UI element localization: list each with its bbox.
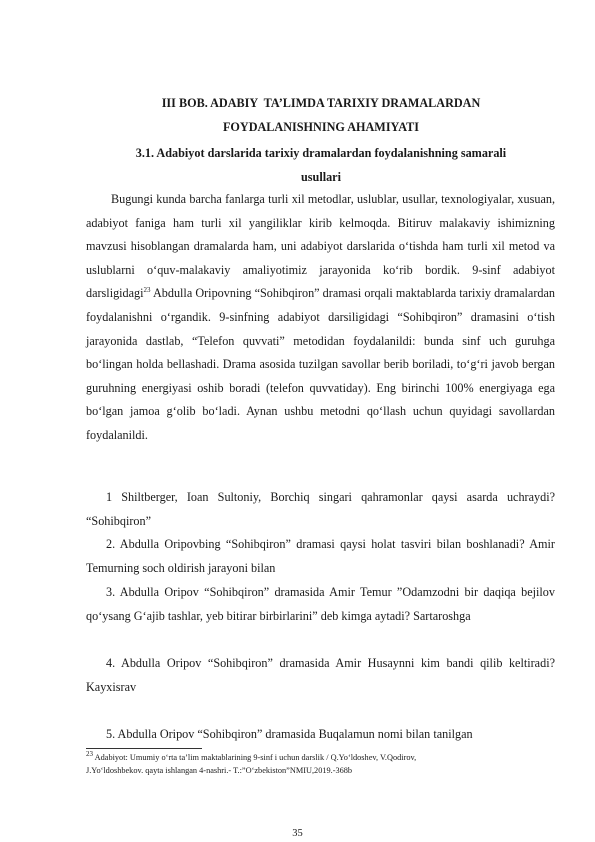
question-2: 2. Abdulla Oripovbing “Sohibqiron” dramasi qaysi holat tasviri bilan boshlanadi? Amir Temurning soch oldirish jarayoni bilan <box>86 537 555 575</box>
footnote-mark: 23 <box>86 750 93 759</box>
intro-text-part-2: Abdulla Oripovning “Sohibqiron” dramasi orqali maktablarda tarixiy dramalardan foydalanishni o‘rgandik. 9-sinfning adabiyot darsiligidagi “Sohibqiron” dramasini o‘tish jarayonida dastlab, “Telefon quvvati” metodidan foydalanildi: bunda sinf uch guruhga bo‘lingan holda bellashadi. Drama asosida tuzilgan savollar berib boriladi, to‘g‘ri javob bergan guruhning energiyasi oshib boradi (telefon quvvatiday). Eng birinchi 100% energiyaga ega bo‘lgan jamoa g‘olib bo‘ladi. Aynan ushbu metodni qo‘llash uchun quyidagi savollardan foydalanildi. <box>86 286 555 442</box>
section-title-line-1: 3.1. Adabiyot darslarida tarixiy dramalardan foydalanishning samarali <box>135 146 507 160</box>
footnote-divider <box>86 748 202 749</box>
footnote <box>86 751 556 777</box>
chapter-title <box>82 92 560 139</box>
question-3: 3. Abdulla Oripov “Sohibqiron” dramasida Amir Temur ”Odamzodni bir daqiqa bejilov qo‘ysang G‘ajib tashlar, yeb bitirar birbirlarini” deb kimga aytadi? Sartaroshga <box>86 585 555 623</box>
footnote-text-1: Adabiyot: Umumiy o‘rta ta’lim maktablarining 9-sinf i uchun darslik / Q.Yo‘ldoshev, V.Qodirov, <box>93 753 417 762</box>
question-4: 4. Abdulla Oripov “Sohibqiron” dramasida Amir Husaynni kim bandi qilib keltiradi? Kayxisrav <box>86 656 555 694</box>
section-title <box>82 142 560 189</box>
chapter-title-line-2: FOYDALANISHNING AHAMIYATI <box>222 119 420 134</box>
question-5: 5. Abdulla Oripov “Sohibqiron” dramasida Buqalamun nomi bilan tanilgan <box>106 727 473 741</box>
page-number: 35 <box>292 828 303 839</box>
intro-paragraph <box>86 188 555 448</box>
intro-text-part-1: Bugungi kunda barcha fanlarga turli xil metodlar, uslublar, usullar, texnologiyalar, xusuan, adabiyot faniga ham turli xil yangiliklar kirib kelmoqda. Bitiruv malakaviy ishimizning mavzusi hisoblangan dramalarda ham, uni adabiyot darslarida o‘tishda ham turli xil metod va uslublarni o‘quv-malakaviy amaliyotimiz jarayonida ko‘rib bordik. 9-sinf adabiyot darsligidagi <box>86 192 555 301</box>
footnote-reference: 23 <box>143 286 151 295</box>
chapter-title-line-1: III BOB. ADABIY TA’LIMDA TARIXIY DRAMALARDAN <box>161 96 481 110</box>
footnote-line-2: J.Yo‘ldoshbekov. qayta ishlangan 4-nashri.- T.:”O‘zbekiston”NMIU,2019.-368b <box>86 766 353 775</box>
section-title-line-2: usullari <box>301 169 341 184</box>
footnote-line-1 <box>86 751 556 764</box>
question-1: 1 Shiltberger, Ioan Sultoniy, Borchiq singari qahramonlar qaysi asarda uchraydi? “Sohibqiron” <box>86 490 555 528</box>
